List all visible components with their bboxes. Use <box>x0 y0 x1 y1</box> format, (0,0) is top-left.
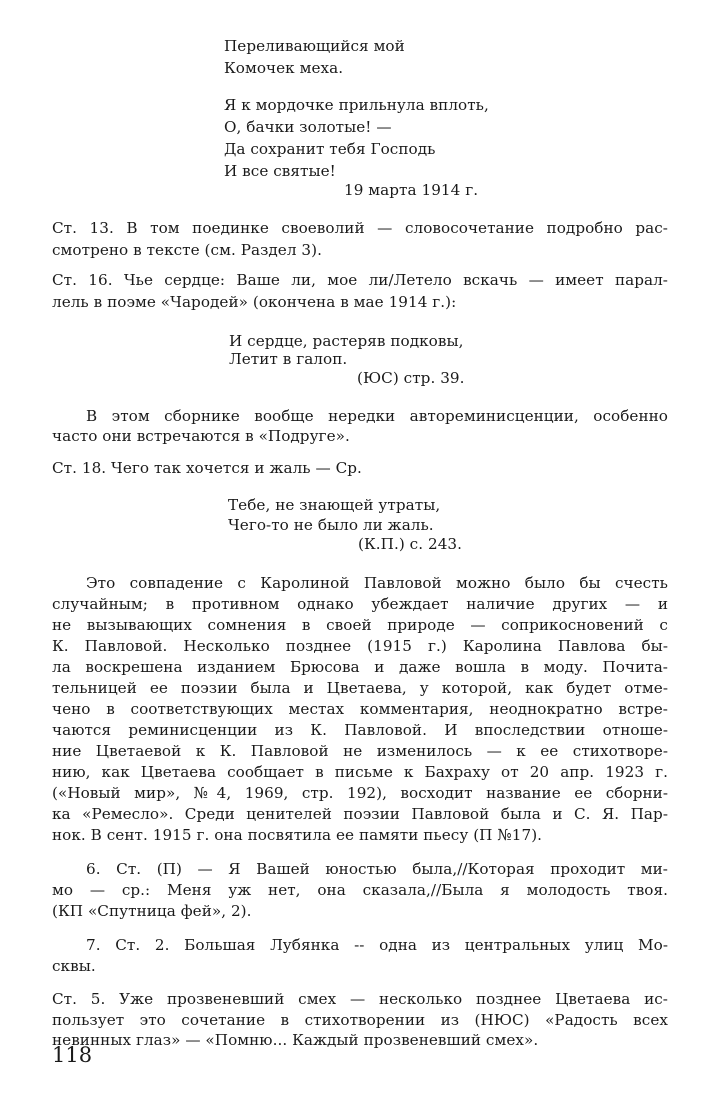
paragraph-line: К. Павловой. Несколько позднее (1915 г.) Каролина Павлова бы- <box>52 637 668 655</box>
poem-line: Комочек меха. <box>224 59 344 77</box>
note-line: Ст. 18. Чего так хочется и жаль — Ср. <box>52 459 362 477</box>
paragraph-line: часто они встречаются в «Подруге». <box>52 427 350 445</box>
note-line: лель в поэме «Чародей» (окончена в мае 1914 г.): <box>52 293 457 311</box>
note-line: невинных глаз» — «Помню... Каждый прозвеневший смех». <box>52 1031 539 1049</box>
paragraph-line: нию, как Цветаева сообщает в письме к Бахраху от 20 апр. 1923 г. <box>52 763 668 781</box>
paragraph-line: («Новый мир», №4, 1969, стр. 192), восходит название ее сборни- <box>52 784 668 802</box>
paragraph-line: тельницей ее поэзии была и Цветаева, у которой, как будет отме- <box>52 679 668 697</box>
quote-line: И сердце, растеряв подковы, <box>229 332 464 350</box>
note-line: (КП «Спутница фей», 2). <box>52 902 252 920</box>
note-line: 6. Ст. (П) — Я Вашей юностью была,//Которая проходит ми- <box>86 860 668 878</box>
paragraph-line: ла воскрешена изданием Брюсова и даже вошла в моду. Почита- <box>52 658 668 676</box>
poem-line: И все святые! <box>224 162 336 180</box>
paragraph-line: не вызывающих сомнения в своей природе — соприкосновений с <box>52 616 668 634</box>
paragraph-line: Это совпадение с Каролиной Павловой можно было бы счесть <box>86 574 668 592</box>
quote-source: (ЮС) стр. 39. <box>357 369 465 387</box>
note-line: смотрено в тексте (см. Раздел 3). <box>52 241 322 259</box>
quote-line: Тебе, не знающей утраты, <box>228 496 441 514</box>
quote-line: Чего-то не было ли жаль. <box>228 516 434 534</box>
paragraph-line: нок. В сент. 1915 г. она посвятила ее памяти пьесу (П №17). <box>52 826 543 844</box>
note-line: пользует это сочетание в стихотворении из (НЮС) «Радость всех <box>52 1011 668 1029</box>
quote-source: (К.П.) с. 243. <box>358 535 463 553</box>
paragraph-line: ние Цветаевой к К. Павловой не изменилось — к ее стихотворе- <box>52 742 668 760</box>
note-line: сквы. <box>52 957 96 975</box>
note-line: Ст. 16. Чье сердце: Ваше ли, мое ли/Летело вскачь — имеет парал- <box>52 271 668 289</box>
paragraph-line: случайным; в противном однако убеждает наличие других — и <box>52 595 668 613</box>
paragraph-line: ка «Ремесло». Среди ценителей поэзии Павловой была и С. Я. Пар- <box>52 805 668 823</box>
poem-line: О, бачки золотые! — <box>224 118 392 136</box>
note-line: 7. Ст. 2. Большая Лубянка -- одна из центральных улиц Мо- <box>86 936 668 954</box>
poem-date: 19 марта 1914 г. <box>344 181 479 199</box>
poem-line: Я к мордочке прильнула вплоть, <box>224 96 489 114</box>
poem-line: Да сохранит тебя Господь <box>224 140 436 158</box>
note-line: Ст. 13. В том поединке своеволий — словосочетание подробно рас- <box>52 219 668 237</box>
poem-line: Переливающийся мой <box>224 37 405 55</box>
quote-line: Летит в галоп. <box>229 350 348 368</box>
note-line: мо — ср.: Меня уж нет, она сказала,//Была я молодость твоя. <box>52 881 668 899</box>
note-line: Ст. 5. Уже прозвеневший смех — несколько позднее Цветаева ис- <box>52 990 668 1008</box>
paragraph-line: чено в соответствующих местах комментария, неоднократно встре- <box>52 700 668 718</box>
paragraph-line: чаются реминисценции из К. Павловой. И впоследствии отноше- <box>52 721 668 739</box>
page-number: 118 <box>52 1043 93 1067</box>
paragraph-line: В этом сборнике вообще нередки автореминисценции, особенно <box>86 407 668 425</box>
